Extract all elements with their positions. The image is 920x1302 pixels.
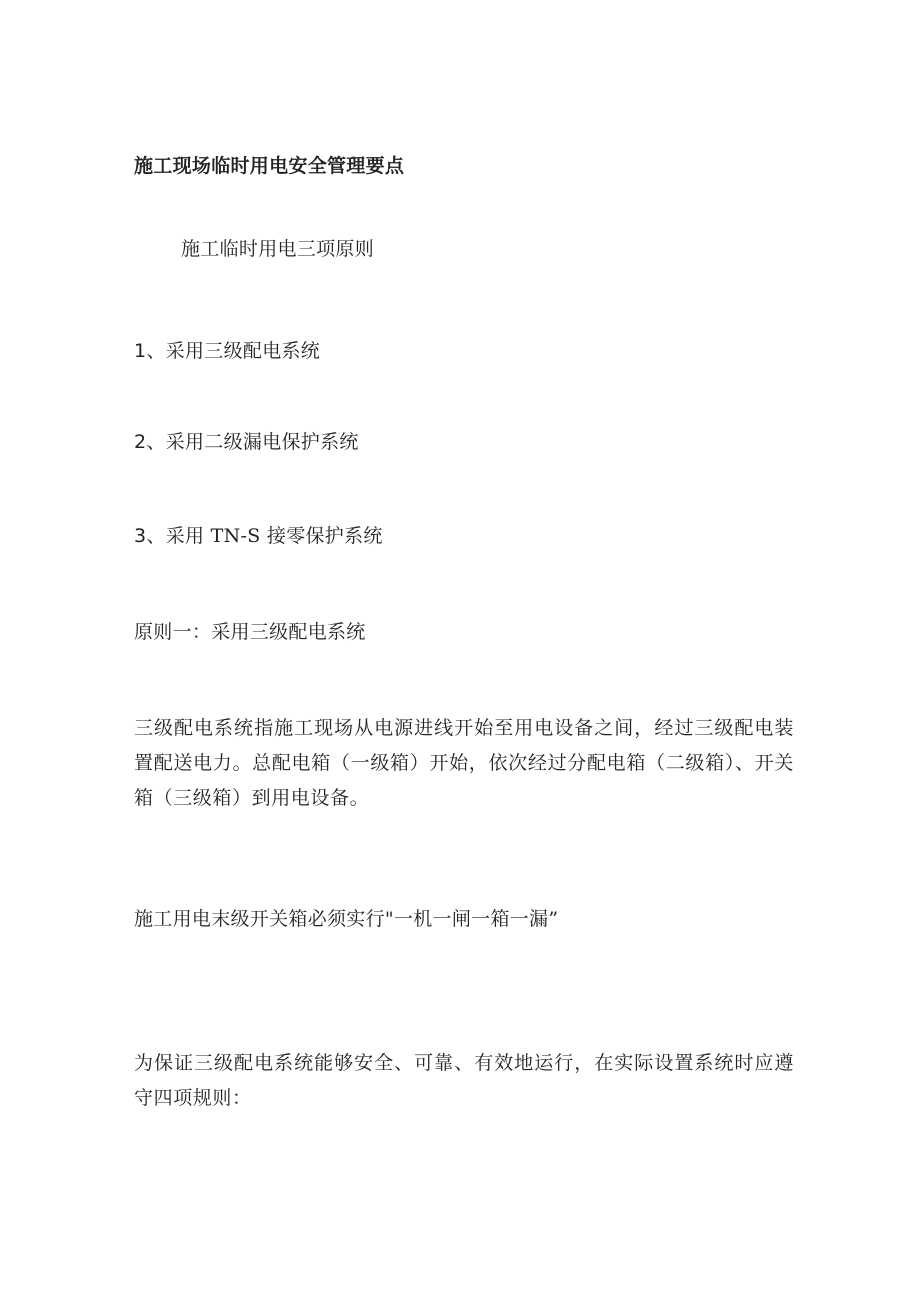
list-item	[134, 524, 383, 548]
principle-heading: 原则一：采用三级配电系统	[134, 621, 366, 643]
body-paragraph: 为保证三级配电系统能够安全、可靠、有效地运行，在实际设置系统时应遵守四项规则：	[134, 1052, 794, 1109]
list-item-number: 3	[134, 525, 147, 547]
list-item-text: 、采用二级漏电保护系统	[146, 431, 359, 453]
body-paragraph: 三级配电系统指施工现场从电源进线开始至用电设备之间，经过三级配电装置配送电力。总配电箱（一级箱）开始，依次经过分配电箱（二级箱）、开关箱（三级箱）到用电设备。	[134, 717, 794, 809]
list-item-text: 、采用 TN-S 接零保护系统	[146, 525, 383, 547]
list-item	[134, 430, 359, 454]
section-subtitle: 施工临时用电三项原则	[181, 238, 375, 260]
list-item-text: 、采用三级配电系统	[146, 340, 321, 362]
list-item-number: 2	[134, 431, 147, 453]
page-title: 施工现场临时用电安全管理要点	[134, 155, 405, 177]
list-item-number: 1	[134, 340, 147, 362]
list-item	[134, 339, 320, 363]
requirement-note: 施工用电末级开关箱必须实行"一机一闸一箱一漏”	[134, 908, 559, 930]
